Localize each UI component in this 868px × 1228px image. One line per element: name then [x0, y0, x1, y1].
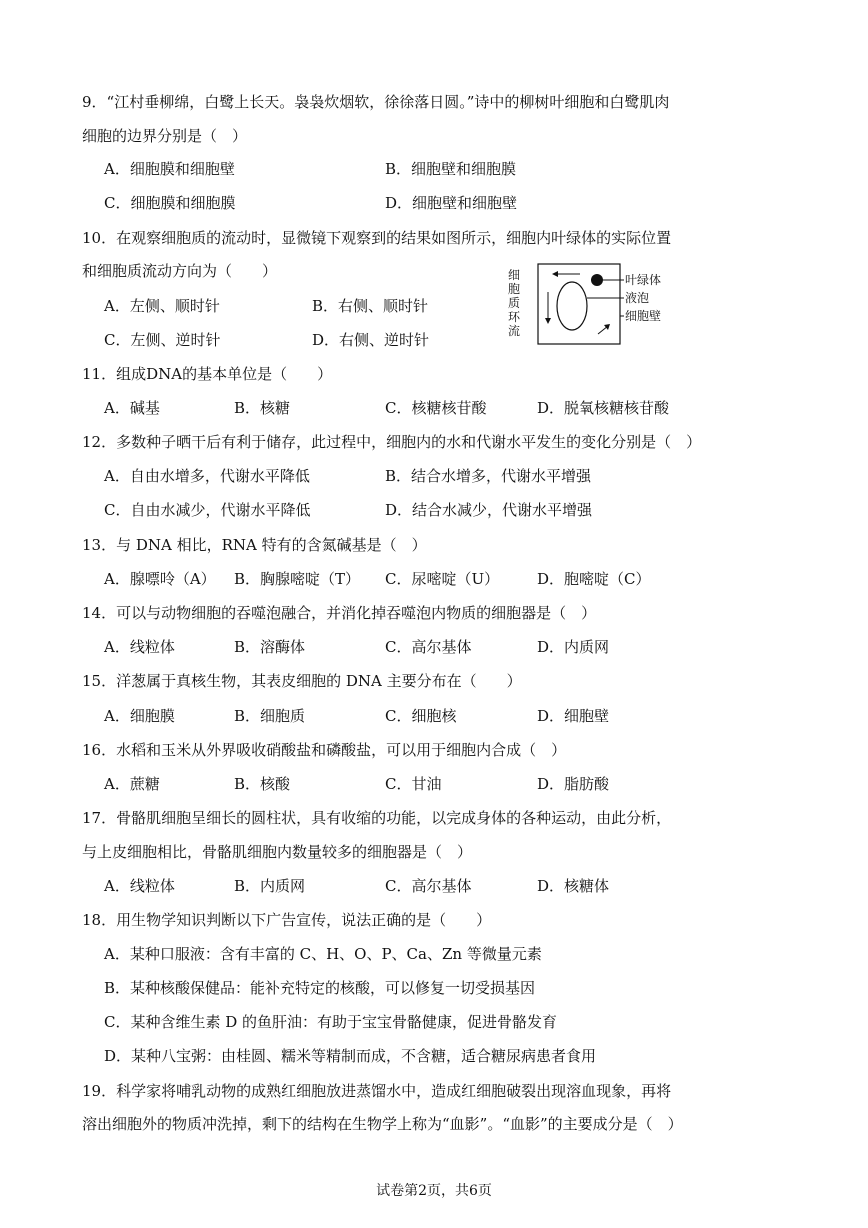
flow-label-char: 质 [508, 296, 521, 310]
question-9-option-a: A．细胞膜和细胞壁 [104, 160, 235, 178]
flow-label-char: 流 [508, 324, 521, 338]
flow-label-char: 细 [508, 268, 521, 282]
question-9-option-b: B．细胞壁和细胞膜 [385, 160, 517, 178]
question-17-line-1: 17．骨骼肌细胞呈细长的圆柱状，具有收缩的功能，以完成身体的各种运动，由此分析， [82, 809, 672, 827]
question-17-option-d: D．核糖体 [537, 877, 610, 895]
question-13-line-1: 13．与 DNA 相比，RNA 特有的含氮碱基是（ ） [82, 536, 427, 554]
question-18-option-c: C．某种含维生素 D 的鱼肝油：有助于宝宝骨骼健康，促进骨骼发育 [104, 1013, 558, 1031]
question-18-option-d: D．某种八宝粥：由桂圆、糯米等精制而成，不含糖，适合糖尿病患者食用 [104, 1047, 597, 1065]
question-17-option-b: B．内质网 [234, 877, 306, 895]
question-15-option-b: B．细胞质 [234, 707, 306, 725]
question-15-line-1: 15．洋葱属于真核生物，其表皮细胞的 DNA 主要分布在（ ） [82, 672, 522, 690]
arrow-head [545, 318, 551, 324]
question-9-option-c: C．细胞膜和细胞膜 [104, 194, 236, 212]
cell-wall-outline [538, 264, 620, 344]
question-12-option-a: A．自由水增多，代谢水平降低 [104, 467, 310, 485]
question-17-option-c: C．高尔基体 [385, 877, 472, 895]
question-10-line-2: 和细胞质流动方向为（ ） [82, 262, 278, 280]
question-9-line-2: 细胞的边界分别是（ ） [82, 127, 248, 145]
cell-wall-label: 细胞壁 [625, 309, 662, 323]
question-15-option-a: A．细胞膜 [104, 707, 175, 725]
question-16-option-b: B．核酸 [234, 775, 291, 793]
question-18-line-1: 18．用生物学知识判断以下广告宣传，说法正确的是（ ） [82, 911, 492, 929]
question-16-option-a: A．蔗糖 [104, 775, 160, 793]
question-17-line-2: 与上皮细胞相比，骨骼肌细胞内数量较多的细胞器是（ ） [82, 843, 473, 861]
question-11-option-b: B．核糖 [234, 399, 291, 417]
question-11-line-1: 11．组成DNA的基本单位是（ ） [82, 365, 333, 383]
question-18-option-a: A．某种口服液：含有丰富的 C、H、O、P、Ca、Zn 等微量元素 [104, 945, 542, 963]
question-14-option-c: C．高尔基体 [385, 638, 472, 656]
question-10-option-b: B．右侧、顺时针 [312, 297, 429, 315]
flow-label-char: 环 [508, 310, 521, 324]
question-9-line-1: 9．“江村垂柳绵，白鹭上长天。袅袅炊烟软，徐徐落日圆。”诗中的柳树叶细胞和白鹭肌肉 [82, 93, 670, 111]
question-19-line-1: 19．科学家将哺乳动物的成熟红细胞放进蒸馏水中，造成红细胞破裂出现溶血现象，再将 [82, 1082, 672, 1100]
chloroplast [591, 274, 603, 286]
question-14-line-1: 14．可以与动物细胞的吞噬泡融合，并消化掉吞噬泡内物质的细胞器是（ ） [82, 604, 597, 622]
question-13-option-c: C．尿嘧啶（U） [385, 570, 500, 588]
flow-label-char: 胞 [508, 282, 521, 296]
question-10-option-d: D．右侧、逆时针 [312, 331, 430, 349]
question-14-option-b: B．溶酶体 [234, 638, 306, 656]
question-18-option-b: B．某种核酸保健品：能补充特定的核酸，可以修复一切受损基因 [104, 979, 536, 997]
question-13-option-d: D．胞嘧啶（C） [537, 570, 651, 588]
question-16-line-1: 16．水稻和玉米从外界吸收硝酸盐和磷酸盐，可以用于细胞内合成（ ） [82, 741, 567, 759]
question-15-option-d: D．细胞壁 [537, 707, 610, 725]
question-11-option-a: A．碱基 [104, 399, 160, 417]
question-13-option-b: B．胸腺嘧啶（T） [234, 570, 361, 588]
question-11-option-c: C．核糖核苷酸 [385, 399, 487, 417]
question-14-option-a: A．线粒体 [104, 638, 175, 656]
question-17-option-a: A．线粒体 [104, 877, 175, 895]
question-10-option-a: A．左侧、顺时针 [104, 297, 220, 315]
question-16-option-c: C．甘油 [385, 775, 442, 793]
question-10-option-c: C．左侧、逆时针 [104, 331, 221, 349]
question-12-option-d: D．结合水减少，代谢水平增强 [385, 501, 593, 519]
question-10-line-1: 10．在观察细胞质的流动时，显微镜下观察到的结果如图所示，细胞内叶绿体的实际位置 [82, 229, 672, 247]
arrow-head [552, 271, 558, 277]
question-9-option-d: D．细胞壁和细胞壁 [385, 194, 518, 212]
question-12-option-b: B．结合水增多，代谢水平增强 [385, 467, 592, 485]
cell-diagram [508, 262, 698, 348]
vacuole-label: 液泡 [625, 291, 650, 305]
question-11-option-d: D．脱氧核糖核苷酸 [537, 399, 670, 417]
page-footer: 试卷第2页，共6页 [376, 1183, 492, 1199]
question-12-line-1: 12．多数种子晒干后有利于储存，此过程中，细胞内的水和代谢水平发生的变化分别是（ ） [82, 433, 702, 451]
cell-figure [508, 262, 698, 348]
chloroplast-label: 叶绿体 [625, 273, 662, 287]
question-19-line-2: 溶出细胞外的物质冲洗掉，剩下的结构在生物学上称为“血影”。“血影”的主要成分是（ ） [82, 1115, 683, 1133]
question-16-option-d: D．脂肪酸 [537, 775, 610, 793]
question-12-option-c: C．自由水减少，代谢水平降低 [104, 501, 311, 519]
question-15-option-c: C．细胞核 [385, 707, 457, 725]
question-14-option-d: D．内质网 [537, 638, 610, 656]
vacuole [557, 282, 587, 330]
question-13-option-a: A．腺嘌呤（A） [104, 570, 216, 588]
